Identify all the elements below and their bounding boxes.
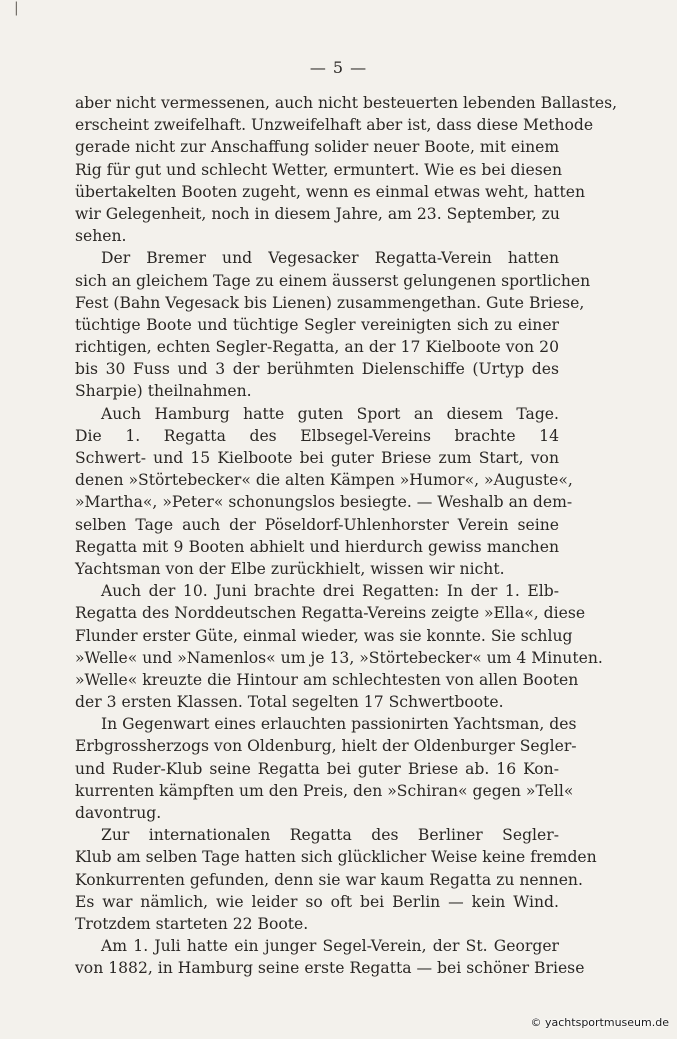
text-line: Fest (Bahn Vegesack bis Lienen) zusammengethan. Gute Briese, [75,293,585,312]
text-line: »Welle« und »Namenlos« um je 13, »Störtebecker« um 4 Minuten. [75,648,603,667]
text-line: gerade nicht zur Anschaffung solider neuer Boote, mit einem [75,138,560,157]
text-line: Yachtsman von der Elbe zurückhielt, wissen wir nicht. [75,559,505,578]
body-text [75,92,618,980]
text-line: erscheint zweifelhaft. Unzweifelhaft aber ist, dass diese Methode [75,116,594,135]
text-line: Sharpie) theilnahmen. [75,382,252,401]
text-line: und Ruder-Klub seine Regatta bei guter Briese ab. 16 Kon- [75,759,559,778]
text-line: »Martha«, »Peter« schonungslos besiegte. — Weshalb an dem- [75,493,573,512]
text-line: Auch Hamburg hatte guten Sport an diesem Tage. [101,404,559,423]
text-line: richtigen, echten Segler-Regatta, an der 17 Kielboote von 20 [75,338,559,357]
page-number: — 5 — [309,58,368,77]
text-line: wir Gelegenheit, noch in diesem Jahre, am 23. September, zu [75,204,560,223]
text-line: In Gegenwart eines erlauchten passionirten Yachtsman, des [101,715,577,734]
text-line: von 1882, in Hamburg seine erste Regatta — bei schöner Briese [75,959,585,978]
text-line: kurrenten kämpften um den Preis, den »Schiran« gegen »Tell« [75,781,574,800]
text-line: selben Tage auch der Pöseldorf-Uhlenhorster Verein seine [75,515,559,534]
text-line: davontrug. [75,804,162,822]
margin-mark: | [14,0,19,16]
text-line: Zur internationalen Regatta des Berliner Segler- [101,826,559,845]
text-line: übertakelten Booten zugeht, wenn es einmal etwas weht, hatten [75,182,585,201]
text-line: bis 30 Fuss und 3 der berühmten Dielenschiffe (Urtyp des [75,360,559,379]
text-line: sehen. [75,227,127,246]
text-line: tüchtige Boote und tüchtige Segler vereinigten sich zu einer [75,315,559,334]
text-line: Flunder erster Güte, einmal wieder, was sie konnte. Sie schlug [75,626,573,645]
text-line: Trotzdem starteten 22 Boote. [75,914,309,933]
text-line: Auch der 10. Juni brachte drei Regatten: In der 1. Elb- [101,582,559,601]
text-line: sich an gleichem Tage zu einem äusserst gelungenen sportlichen [75,271,591,290]
watermark: © yachtsportmuseum.de [530,1016,669,1029]
text-line: denen »Störtebecker« die alten Kämpen »Humor«, »Auguste«, [75,471,573,490]
text-line: Es war nämlich, wie leider so oft bei Berlin — kein Wind. [75,892,559,911]
text-line: Am 1. Juli hatte ein junger Segel-Verein, der St. Georger [101,937,559,956]
text-line: Klub am selben Tage hatten sich glücklicher Weise keine fremden [75,848,597,867]
text-line: Regatta mit 9 Booten abhielt und hierdurch gewiss manchen [75,537,559,556]
text-line: Die 1. Regatta des Elbsegel-Vereins brachte 14 [75,426,559,445]
text-line: Konkurrenten gefunden, denn sie war kaum Regatta zu nennen. [75,870,583,889]
text-line: Erbgrossherzogs von Oldenburg, hielt der Oldenburger Segler- [75,737,577,756]
text-line: »Welle« kreuzte die Hintour am schlechtesten von allen Booten [75,670,579,689]
text-line: der 3 ersten Klassen. Total segelten 17 Schwertboote. [75,693,504,712]
text-line: Schwert- und 15 Kielboote bei guter Briese zum Start, von [75,449,559,467]
text-line: Regatta des Norddeutschen Regatta-Vereins zeigte »Ella«, diese [75,604,586,623]
text-line: Der Bremer und Vegesacker Regatta-Verein hatten [101,249,559,268]
text-line: aber nicht vermessenen, auch nicht besteuerten lebenden Ballastes, [75,94,618,112]
text-line: Rig für gut und schlecht Wetter, ermuntert. Wie es bei diesen [75,160,562,179]
